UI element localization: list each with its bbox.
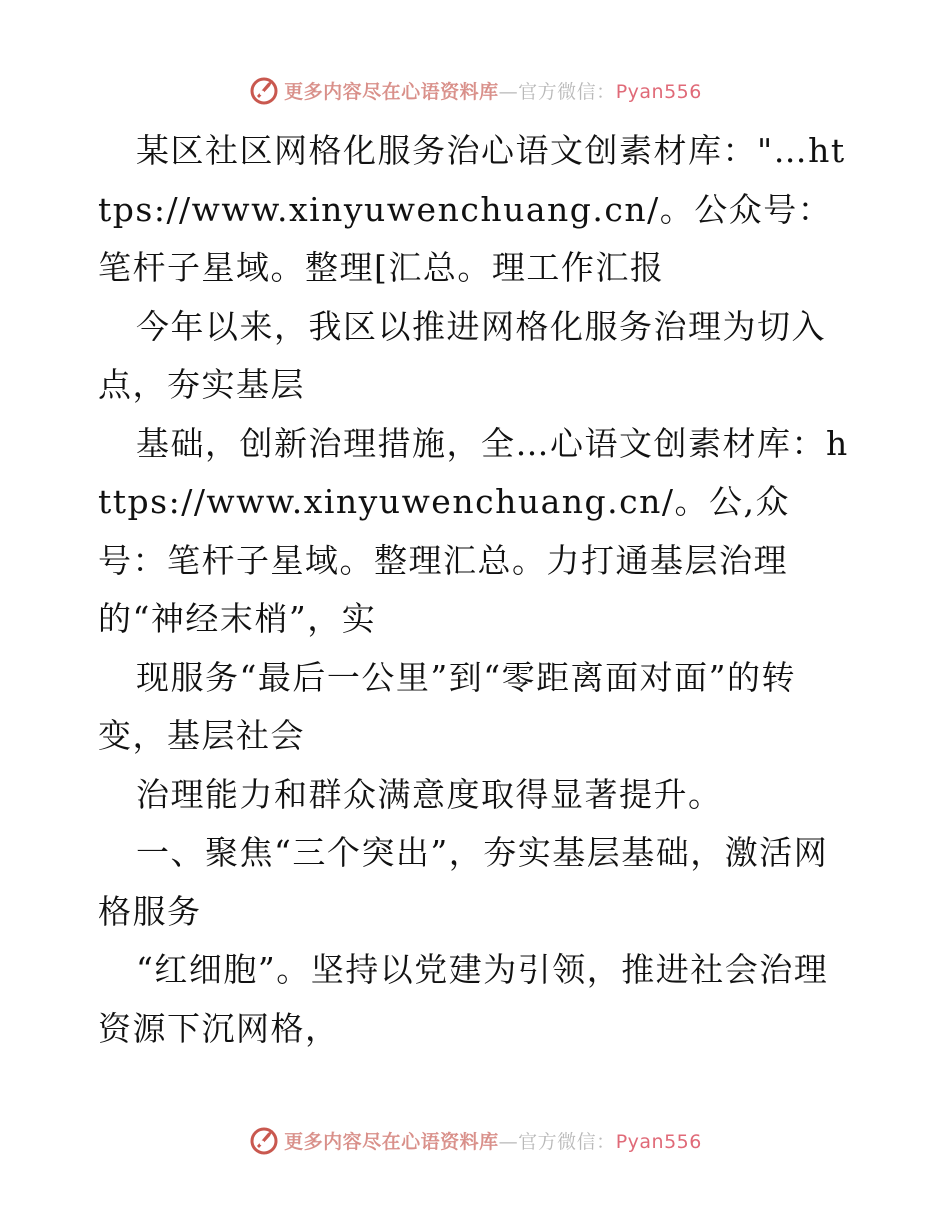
paragraph: “红细胞”。坚持以党建为引领，推进社会治理资源下沉网格， [98, 950, 829, 1048]
watermark-text [284, 77, 702, 104]
watermark-dash: — [498, 80, 519, 103]
paragraph: 某区社区网格化服务治心语文创素材库："…https://www.xinyuwenchuang.cn/。公众号：笔杆子星域。整理[汇总。理工作汇报 [98, 131, 846, 287]
paragraph: 今年以来，我区以推进网格化服务治理为切入点，夯实基层 [98, 306, 826, 404]
watermark-wechat-id: Pyan556 [615, 80, 702, 103]
seal-logo-icon [248, 1124, 280, 1156]
paragraph: 治理能力和群众满意度取得显著提升。 [136, 774, 723, 814]
watermark-dash: — [498, 1130, 519, 1153]
watermark-wechat-id: Pyan556 [615, 1130, 702, 1153]
watermark-contact: 官方微信： [518, 80, 616, 103]
paragraph: 现服务“最后一公里”到“零距离面对面”的转变，基层社会 [98, 657, 796, 755]
watermark-main: 更多内容尽在心语资料库 [284, 80, 499, 103]
paragraph: 一、聚焦“三个突出”，夯实基层基础，激活网格服务 [98, 833, 829, 931]
document-body [98, 122, 858, 1058]
seal-logo-icon [248, 74, 280, 106]
watermark-main: 更多内容尽在心语资料库 [284, 1130, 499, 1153]
watermark-contact: 官方微信： [518, 1130, 616, 1153]
watermark-text [284, 1127, 702, 1154]
header-watermark [0, 70, 950, 110]
footer-watermark [0, 1120, 950, 1160]
paragraph: 基础，创新治理措施，全…心语文创素材库：https://www.xinyuwenchuang.cn/。公,众号：笔杆子星域。整理汇总。力打通基层治理的“神经末梢”，实 [98, 423, 849, 638]
